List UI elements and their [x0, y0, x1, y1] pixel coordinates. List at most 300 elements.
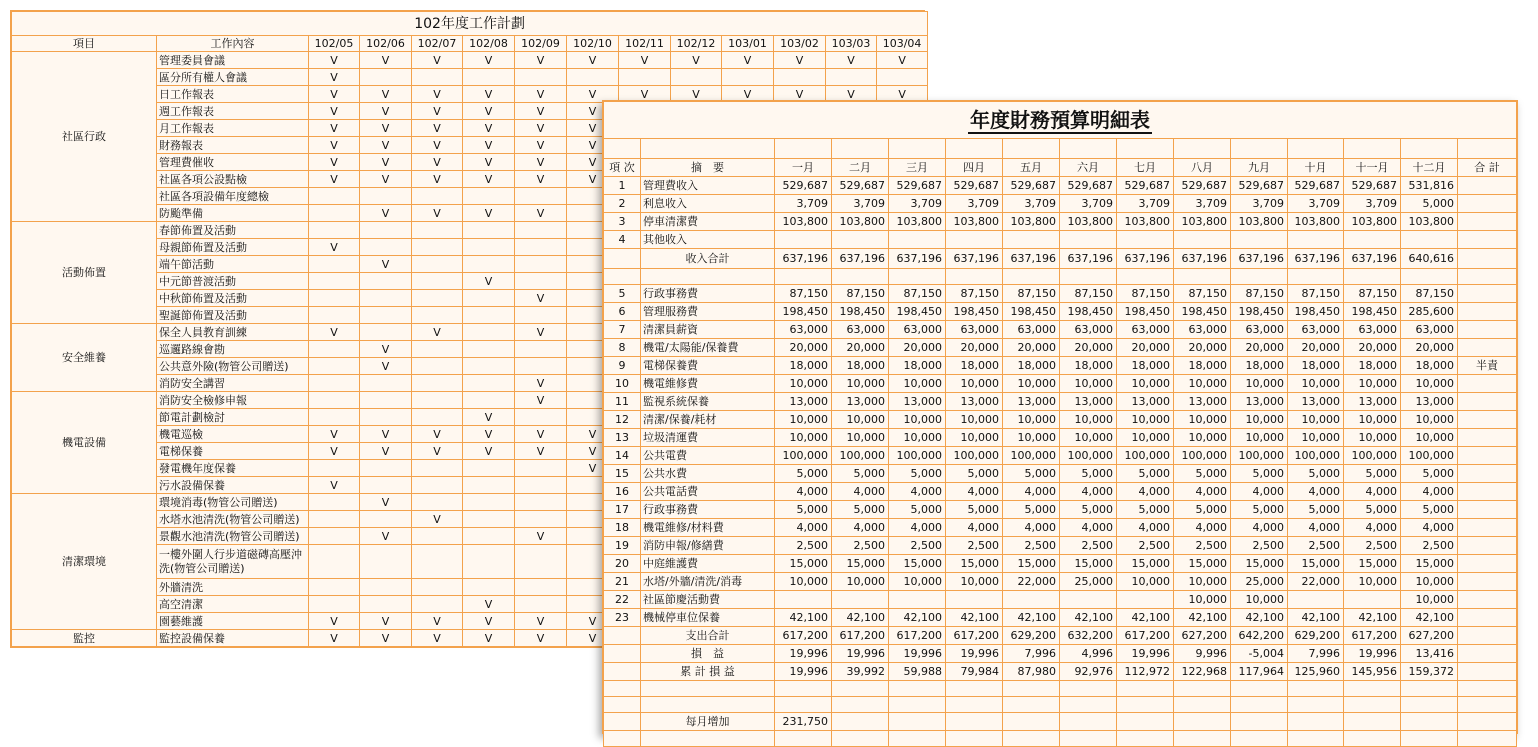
schedule-mark-cell: [309, 494, 360, 511]
blank-cell: [1231, 697, 1288, 713]
amount-cell: 63,000: [889, 321, 946, 339]
row-total: [1458, 537, 1517, 555]
schedule-mark-cell: V: [826, 52, 877, 69]
amount-cell: [1003, 591, 1060, 609]
amount-cell: 10,000: [1117, 375, 1174, 393]
schedule-mark-cell: V: [515, 120, 567, 137]
amount-cell: 2,500: [1344, 537, 1401, 555]
amount-cell: 5,000: [1003, 465, 1060, 483]
schedule-mark-cell: [463, 375, 515, 392]
amount-cell: 3,709: [1060, 195, 1117, 213]
task-cell: 月工作報表: [157, 120, 309, 137]
schedule-mark-cell: V: [619, 52, 671, 69]
amount-cell: 87,150: [946, 285, 1003, 303]
row-total: [1458, 465, 1517, 483]
row-total: [1458, 339, 1517, 357]
blank-cell: [832, 697, 889, 713]
amount-cell: 3,709: [946, 195, 1003, 213]
amount-cell: 5,000: [1117, 501, 1174, 519]
schedule-mark-cell: [463, 528, 515, 545]
row-total: [1458, 447, 1517, 465]
schedule-mark-cell: V: [515, 205, 567, 222]
amount-cell: 63,000: [775, 321, 832, 339]
schedule-mark-cell: V: [463, 86, 515, 103]
blank-cell: [604, 645, 641, 663]
blank-cell: [1231, 269, 1288, 285]
schedule-mark-cell: V: [515, 426, 567, 443]
schedule-mark-cell: [309, 409, 360, 426]
amount-cell: 10,000: [1401, 591, 1458, 609]
schedule-mark-cell: [463, 579, 515, 596]
amount-cell: 529,687: [1288, 177, 1344, 195]
item-no: 13: [604, 429, 641, 447]
category-cell: 清潔環境: [12, 494, 157, 630]
amount-cell: 529,687: [1231, 177, 1288, 195]
blank-cell: [604, 627, 641, 645]
schedule-mark-cell: [309, 290, 360, 307]
amount-cell: 100,000: [946, 447, 1003, 465]
amount-cell: 20,000: [832, 339, 889, 357]
schedule-mark-cell: V: [360, 171, 412, 188]
amount-cell: 19,996: [889, 645, 946, 663]
header-total: 合 計: [1458, 159, 1517, 177]
schedule-mark-cell: [515, 494, 567, 511]
item-no: 14: [604, 447, 641, 465]
row-total: [1458, 285, 1517, 303]
schedule-mark-cell: V: [515, 613, 567, 630]
amount-cell: 87,150: [1174, 285, 1231, 303]
schedule-mark-cell: V: [463, 596, 515, 613]
amount-cell: 10,000: [1344, 573, 1401, 591]
amount-cell: 10,000: [1231, 429, 1288, 447]
amount-cell: 18,000: [1003, 357, 1060, 375]
amount-cell: 617,200: [1117, 627, 1174, 645]
amount-cell: 15,000: [1060, 555, 1117, 573]
header-month: 102/07: [412, 36, 463, 52]
amount-cell: 22,000: [1288, 573, 1344, 591]
schedule-mark-cell: [463, 460, 515, 477]
schedule-mark-cell: [412, 494, 463, 511]
blank-cell: [1458, 249, 1517, 269]
task-cell: 監控設備保養: [157, 630, 309, 647]
amount-cell: 10,000: [1288, 429, 1344, 447]
item-no: 5: [604, 285, 641, 303]
blank-cell: [641, 731, 775, 747]
schedule-mark-cell: [463, 341, 515, 358]
schedule-mark-cell: [360, 324, 412, 341]
work-plan-row: [12, 52, 928, 69]
amount-cell: 10,000: [946, 375, 1003, 393]
schedule-mark-cell: V: [515, 171, 567, 188]
schedule-mark-cell: [412, 307, 463, 324]
amount-cell: 10,000: [889, 573, 946, 591]
amount-cell: 198,450: [1231, 303, 1288, 321]
amount-cell: 10,000: [1344, 411, 1401, 429]
schedule-mark-cell: V: [360, 443, 412, 460]
amount-cell: 10,000: [1060, 429, 1117, 447]
amount-cell: 3,709: [775, 195, 832, 213]
amount-cell: 20,000: [1174, 339, 1231, 357]
amount-cell: 63,000: [1231, 321, 1288, 339]
schedule-mark-cell: V: [309, 630, 360, 647]
task-cell: 消防安全檢修申報: [157, 392, 309, 409]
amount-cell: 63,000: [1117, 321, 1174, 339]
schedule-mark-cell: V: [309, 52, 360, 69]
blank-cell: [946, 269, 1003, 285]
amount-cell: 637,196: [775, 249, 832, 269]
task-cell: 消防安全講習: [157, 375, 309, 392]
empty-row: [604, 731, 1517, 747]
schedule-mark-cell: V: [567, 137, 619, 154]
schedule-mark-cell: V: [515, 290, 567, 307]
amount-cell: 10,000: [1174, 591, 1231, 609]
schedule-mark-cell: [360, 392, 412, 409]
budget-row: [604, 519, 1517, 537]
blank-cell: [1060, 681, 1117, 697]
blank-cell: [1458, 269, 1517, 285]
schedule-mark-cell: [515, 341, 567, 358]
schedule-mark-cell: V: [463, 137, 515, 154]
amount-cell: 5,000: [1060, 465, 1117, 483]
schedule-mark-cell: V: [412, 86, 463, 103]
schedule-mark-cell: [309, 528, 360, 545]
blank-cell: [775, 731, 832, 747]
schedule-mark-cell: V: [360, 358, 412, 375]
work-plan-title: 102年度工作計劃: [12, 12, 928, 36]
amount-cell: 5,000: [832, 501, 889, 519]
amount-cell: 122,968: [1174, 663, 1231, 681]
amount-cell: 617,200: [832, 627, 889, 645]
amount-cell: 20,000: [1401, 339, 1458, 357]
item-desc: 機電維修費: [641, 375, 775, 393]
blank-cell: [641, 697, 775, 713]
budget-header-row: [604, 159, 1517, 177]
budget-row: [604, 321, 1517, 339]
amount-cell: 20,000: [1231, 339, 1288, 357]
blank-cell: [641, 269, 775, 285]
item-desc: 管理服務費: [641, 303, 775, 321]
schedule-mark-cell: [463, 477, 515, 494]
header-month: 103/02: [774, 36, 826, 52]
amount-cell: 5,000: [775, 465, 832, 483]
blank-cell: [1344, 681, 1401, 697]
schedule-mark-cell: V: [360, 120, 412, 137]
item-desc: 機電/太陽能/保養費: [641, 339, 775, 357]
amount-cell: 2,500: [1288, 537, 1344, 555]
schedule-mark-cell: [463, 69, 515, 86]
budget-row: [604, 357, 1517, 375]
schedule-mark-cell: V: [360, 256, 412, 273]
amount-cell: 2,500: [1231, 537, 1288, 555]
budget-row: [604, 609, 1517, 627]
amount-cell: 10,000: [1288, 411, 1344, 429]
amount-cell: 2,500: [1174, 537, 1231, 555]
schedule-mark-cell: V: [567, 120, 619, 137]
amount-cell: 629,200: [1003, 627, 1060, 645]
schedule-mark-cell: [412, 341, 463, 358]
summary-label: 收入合計: [641, 249, 775, 269]
amount-cell: [1003, 231, 1060, 249]
item-no: 7: [604, 321, 641, 339]
amount-cell: 3,709: [1117, 195, 1174, 213]
amount-cell: 20,000: [1060, 339, 1117, 357]
header-month: 五月: [1003, 159, 1060, 177]
income-total-row: [604, 249, 1517, 269]
amount-cell: 10,000: [1174, 411, 1231, 429]
amount-cell: 42,100: [1231, 609, 1288, 627]
blank-cell: [1344, 139, 1401, 159]
amount-cell: 3,709: [1344, 195, 1401, 213]
schedule-mark-cell: V: [360, 494, 412, 511]
amount-cell: 13,000: [1174, 393, 1231, 411]
blank-cell: [775, 681, 832, 697]
amount-cell: 10,000: [1401, 429, 1458, 447]
blank-cell: [775, 269, 832, 285]
schedule-mark-cell: [309, 222, 360, 239]
blank-cell: [1003, 713, 1060, 731]
schedule-mark-cell: [412, 409, 463, 426]
task-cell: 發電機年度保養: [157, 460, 309, 477]
schedule-mark-cell: [309, 358, 360, 375]
schedule-mark-cell: [412, 545, 463, 579]
schedule-mark-cell: [309, 256, 360, 273]
amount-cell: 2,500: [946, 537, 1003, 555]
amount-cell: 100,000: [889, 447, 946, 465]
amount-cell: 4,000: [946, 519, 1003, 537]
blank-cell: [1458, 663, 1517, 681]
amount-cell: 10,000: [889, 411, 946, 429]
task-cell: 保全人員教育訓練: [157, 324, 309, 341]
header-month: 103/01: [722, 36, 774, 52]
amount-cell: 5,000: [1401, 501, 1458, 519]
schedule-mark-cell: V: [619, 86, 671, 103]
amount-cell: 13,000: [1288, 393, 1344, 411]
amount-cell: 10,000: [1060, 411, 1117, 429]
amount-cell: 198,450: [832, 303, 889, 321]
amount-cell: 18,000: [1288, 357, 1344, 375]
schedule-mark-cell: V: [309, 477, 360, 494]
blank-cell: [1174, 681, 1231, 697]
schedule-mark-cell: V: [722, 52, 774, 69]
schedule-mark-cell: V: [515, 103, 567, 120]
amount-cell: 18,000: [1344, 357, 1401, 375]
blank-cell: [1401, 731, 1458, 747]
amount-cell: 4,000: [1401, 483, 1458, 501]
amount-cell: 103,800: [1003, 213, 1060, 231]
amount-cell: 100,000: [1117, 447, 1174, 465]
schedule-mark-cell: V: [463, 120, 515, 137]
schedule-mark-cell: V: [412, 137, 463, 154]
row-total: [1458, 519, 1517, 537]
amount-cell: 2,500: [832, 537, 889, 555]
schedule-mark-cell: [463, 222, 515, 239]
amount-cell: 100,000: [1003, 447, 1060, 465]
amount-cell: 15,000: [946, 555, 1003, 573]
amount-cell: 100,000: [1231, 447, 1288, 465]
schedule-mark-cell: V: [567, 443, 619, 460]
schedule-mark-cell: V: [515, 86, 567, 103]
amount-cell: 10,000: [889, 429, 946, 447]
schedule-mark-cell: V: [360, 154, 412, 171]
amount-cell: 10,000: [1060, 375, 1117, 393]
amount-cell: [1401, 231, 1458, 249]
schedule-mark-cell: V: [515, 52, 567, 69]
blank-cell: [1401, 139, 1458, 159]
amount-cell: 20,000: [1003, 339, 1060, 357]
task-cell: 外牆清洗: [157, 579, 309, 596]
amount-cell: 100,000: [1174, 447, 1231, 465]
item-no: 12: [604, 411, 641, 429]
blank-cell: [889, 681, 946, 697]
amount-cell: [946, 231, 1003, 249]
amount-cell: 4,000: [1174, 483, 1231, 501]
schedule-mark-cell: [309, 392, 360, 409]
blank-cell: [1401, 713, 1458, 731]
blank-cell: [1401, 697, 1458, 713]
schedule-mark-cell: V: [515, 324, 567, 341]
amount-cell: 617,200: [946, 627, 1003, 645]
amount-cell: 198,450: [1117, 303, 1174, 321]
task-cell: 園藝維護: [157, 613, 309, 630]
header-no: 項 次: [604, 159, 641, 177]
blank-cell: [889, 269, 946, 285]
amount-cell: [832, 591, 889, 609]
amount-cell: 10,000: [775, 429, 832, 447]
amount-cell: 7,996: [1003, 645, 1060, 663]
amount-cell: 20,000: [889, 339, 946, 357]
schedule-mark-cell: V: [567, 613, 619, 630]
amount-cell: 529,687: [946, 177, 1003, 195]
budget-row: [604, 195, 1517, 213]
item-desc: 中庭維護費: [641, 555, 775, 573]
schedule-mark-cell: [463, 392, 515, 409]
schedule-mark-cell: [309, 545, 360, 579]
amount-cell: 87,150: [1060, 285, 1117, 303]
schedule-mark-cell: V: [463, 630, 515, 647]
amount-cell: 2,500: [1401, 537, 1458, 555]
schedule-mark-cell: V: [412, 205, 463, 222]
schedule-mark-cell: [309, 579, 360, 596]
amount-cell: 63,000: [1288, 321, 1344, 339]
task-cell: 機電巡檢: [157, 426, 309, 443]
amount-cell: 642,200: [1231, 627, 1288, 645]
amount-cell: 637,196: [889, 249, 946, 269]
blank-cell: [1288, 681, 1344, 697]
amount-cell: 63,000: [1174, 321, 1231, 339]
budget-row: [604, 375, 1517, 393]
amount-cell: 15,000: [1344, 555, 1401, 573]
row-total: 半責: [1458, 357, 1517, 375]
schedule-mark-cell: V: [463, 103, 515, 120]
blank-cell: [641, 681, 775, 697]
item-desc: 公共水費: [641, 465, 775, 483]
schedule-mark-cell: [774, 69, 826, 86]
item-desc: 停車清潔費: [641, 213, 775, 231]
amount-cell: 4,000: [1231, 483, 1288, 501]
empty-row: [604, 681, 1517, 697]
amount-cell: 637,196: [1174, 249, 1231, 269]
schedule-mark-cell: V: [412, 324, 463, 341]
item-no: 4: [604, 231, 641, 249]
header-month: 九月: [1231, 159, 1288, 177]
amount-cell: 10,000: [946, 429, 1003, 447]
item-no: 16: [604, 483, 641, 501]
schedule-mark-cell: V: [671, 52, 722, 69]
schedule-mark-cell: [515, 188, 567, 205]
task-cell: 環境消毒(物管公司贈送): [157, 494, 309, 511]
schedule-mark-cell: V: [412, 613, 463, 630]
amount-cell: 100,000: [832, 447, 889, 465]
amount-cell: 103,800: [1344, 213, 1401, 231]
blank-cell: [946, 713, 1003, 731]
amount-cell: 5,000: [1288, 465, 1344, 483]
summary-row: [604, 645, 1517, 663]
schedule-mark-cell: [360, 239, 412, 256]
item-no: 15: [604, 465, 641, 483]
schedule-mark-cell: V: [360, 205, 412, 222]
amount-cell: 4,000: [1231, 519, 1288, 537]
amount-cell: 19,996: [946, 645, 1003, 663]
budget-row: [604, 429, 1517, 447]
schedule-mark-cell: [515, 477, 567, 494]
schedule-mark-cell: V: [309, 69, 360, 86]
schedule-mark-cell: V: [463, 171, 515, 188]
schedule-mark-cell: [619, 69, 671, 86]
schedule-mark-cell: [360, 596, 412, 613]
amount-cell: 15,000: [832, 555, 889, 573]
amount-cell: 529,687: [889, 177, 946, 195]
schedule-mark-cell: [412, 460, 463, 477]
amount-cell: 4,000: [1003, 519, 1060, 537]
amount-cell: 4,000: [1344, 483, 1401, 501]
amount-cell: 10,000: [1344, 429, 1401, 447]
item-desc: 行政事務費: [641, 285, 775, 303]
blank-cell: [946, 697, 1003, 713]
category-cell: 安全維養: [12, 324, 157, 392]
amount-cell: 87,150: [1344, 285, 1401, 303]
budget-row: [604, 177, 1517, 195]
blank-cell: [1231, 713, 1288, 731]
item-desc: 公共電費: [641, 447, 775, 465]
row-total: [1458, 231, 1517, 249]
blank-cell: [1174, 697, 1231, 713]
schedule-mark-cell: V: [463, 273, 515, 290]
budget-row: [604, 555, 1517, 573]
amount-cell: 63,000: [946, 321, 1003, 339]
schedule-mark-cell: [360, 290, 412, 307]
schedule-mark-cell: [309, 511, 360, 528]
item-no: 3: [604, 213, 641, 231]
header-month: 一月: [775, 159, 832, 177]
schedule-mark-cell: V: [567, 154, 619, 171]
monthly-increase-value: 231,750: [775, 713, 832, 731]
amount-cell: 103,800: [832, 213, 889, 231]
blank-cell: [1003, 731, 1060, 747]
schedule-mark-cell: [463, 511, 515, 528]
budget-row: [604, 591, 1517, 609]
blank-cell: [889, 697, 946, 713]
schedule-mark-cell: [671, 69, 722, 86]
header-month: 102/06: [360, 36, 412, 52]
blank-cell: [946, 731, 1003, 747]
amount-cell: 10,000: [1401, 411, 1458, 429]
blank-cell: [1344, 697, 1401, 713]
blank-cell: [832, 713, 889, 731]
schedule-mark-cell: [309, 460, 360, 477]
schedule-mark-cell: [463, 307, 515, 324]
blank-cell: [1003, 681, 1060, 697]
amount-cell: 10,000: [1174, 573, 1231, 591]
